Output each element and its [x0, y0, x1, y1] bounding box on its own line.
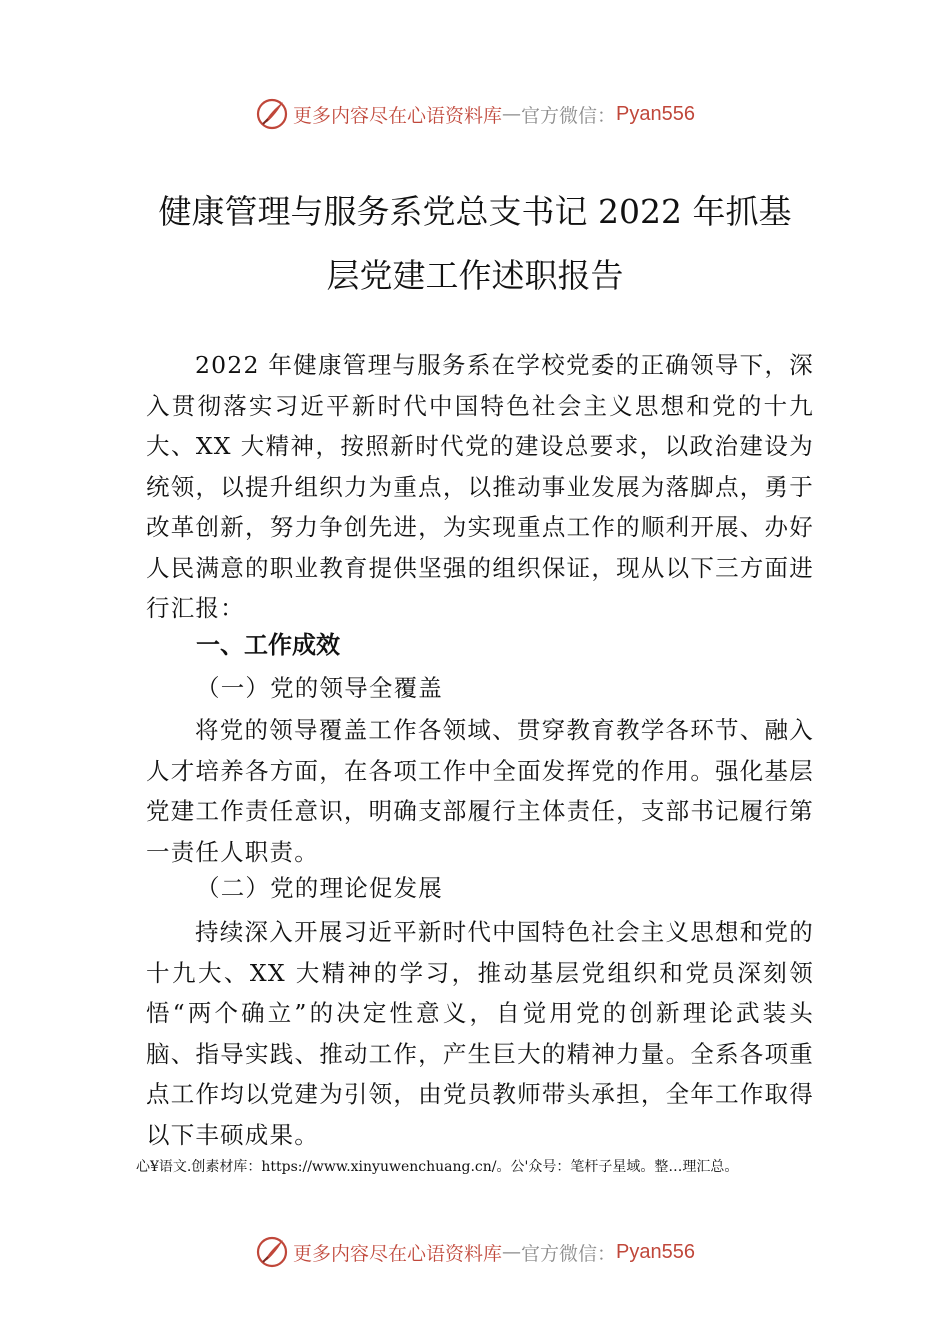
- section-heading-work-results: 一、工作成效: [196, 631, 340, 659]
- subsection-heading-theory: （二）党的理论促发展: [196, 874, 443, 902]
- wechat-label: 官方微信：: [521, 104, 617, 127]
- title-line-2: 层党建工作述职报告: [326, 256, 624, 295]
- wechat-id: Pyan556: [616, 102, 695, 125]
- promo-text: 更多内容尽在心语资料库: [293, 1242, 503, 1265]
- quill-pen-circle-icon: [255, 97, 289, 131]
- source-note: 心¥语文.创素材库：https://www.xinyuwenchuang.cn/。公'众号：笔杆子星域。整…理汇总。: [136, 1159, 739, 1175]
- header-banner: [0, 94, 950, 134]
- title-line-1: 健康管理与服务系党总支书记 2022 年抓基: [158, 192, 792, 231]
- wechat-label: 官方微信：: [521, 1242, 617, 1265]
- promo-text: 更多内容尽在心语资料库: [293, 104, 503, 127]
- subsection-1-paragraph: 将党的领导覆盖工作各领域、贯穿教育教学各环节、融入人才培养各方面，在各项工作中全面发挥党的作用。强化基层党建工作责任意识，明确支部履行主体责任，支部书记履行第一责任人职责。: [146, 716, 814, 866]
- document-title: [80, 180, 870, 308]
- wechat-id: Pyan556: [616, 1240, 695, 1263]
- separator: —: [502, 103, 522, 125]
- subsection-2-paragraph: 持续深入开展习近平新时代中国特色社会主义思想和党的十九大、XX 大精神的学习，推动基层党组织和党员深刻领悟“两个确立”的决定性意义，自觉用党的创新理论武装头脑、指导实践、推动工作，产生巨大的精神力量。全系各项重点工作均以党建为引领，由党员教师带头承担，全年工作取得以下丰硕成果。: [146, 918, 814, 1149]
- quill-pen-circle-icon: [255, 1235, 289, 1269]
- separator: —: [502, 1241, 522, 1263]
- intro-paragraph: 2022 年健康管理与服务系在学校党委的正确领导下，深入贯彻落实习近平新时代中国特色社会主义思想和党的十九大、XX 大精神，按照新时代党的建设总要求，以政治建设为统领，以提升组织力为重点，以推动事业发展为落脚点，勇于改革创新，努力争创先进，为实现重点工作的顺利开展、办好人民满意的职业教育提供坚强的组织保证，现从以下三方面进行汇报：: [146, 351, 814, 622]
- subsection-heading-leadership: （一）党的领导全覆盖: [196, 674, 443, 702]
- footer-banner: [0, 1232, 950, 1272]
